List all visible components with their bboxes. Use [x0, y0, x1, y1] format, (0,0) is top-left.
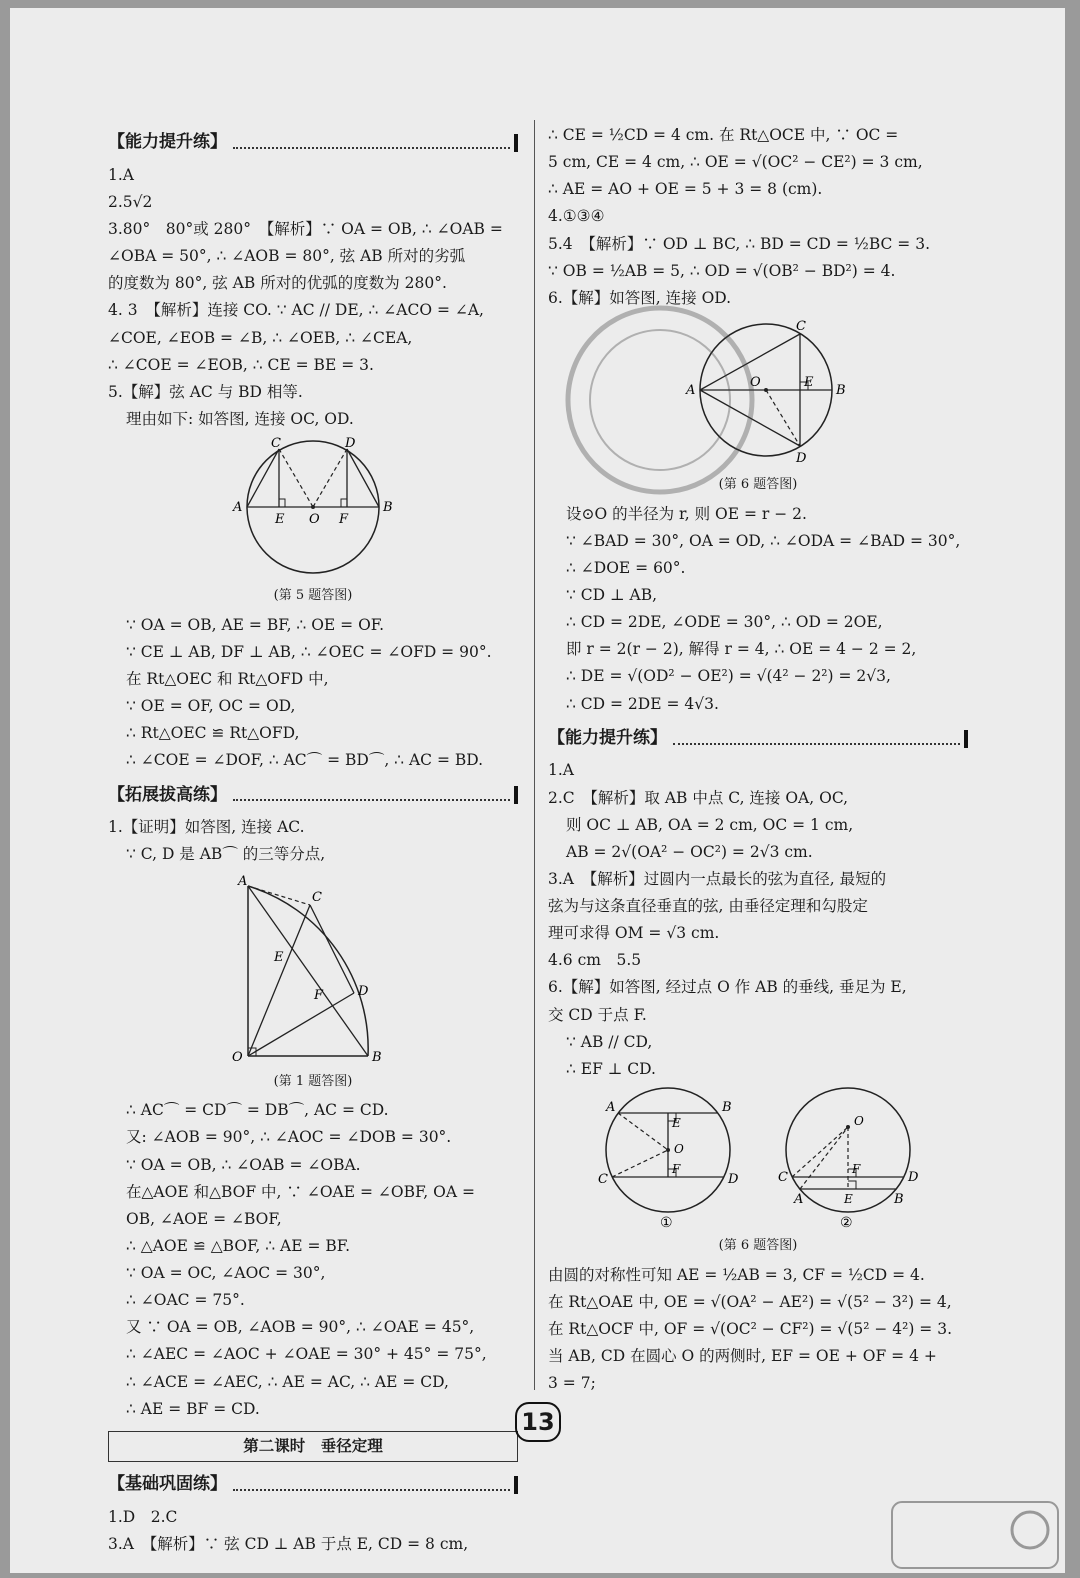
- svg-text:B: B: [836, 382, 846, 398]
- section-heading: 【能力提升练】: [108, 128, 518, 158]
- svg-text:E: E: [672, 1115, 681, 1130]
- section-heading: 【基础巩固练】: [108, 1470, 518, 1500]
- svg-text:C: C: [796, 318, 806, 334]
- answer-line: ∵ AB // CD,: [566, 1032, 653, 1051]
- figure-caption: (第 5 题答图): [273, 588, 353, 603]
- answer-line: ∴ DE = √(OD² − OE²) = √(4² − 2²) = 2√3,: [566, 667, 891, 686]
- answer-line: 由圆的对称性可知 AE = ½AB = 3, CF = ½CD = 4.: [548, 1265, 925, 1284]
- answer-line: ∴ ∠COE = ∠EOB, ∴ CE = BE = 3.: [108, 355, 374, 374]
- answer-line: ∴ ∠ACE = ∠AEC, ∴ AE = AC, ∴ AE = CD,: [126, 1372, 449, 1391]
- answer-line: ∵ C, D 是 AB⌒ 的三等分点,: [126, 845, 326, 864]
- answer-line: ∵ OE = OF, OC = OD,: [126, 697, 296, 716]
- figure-q6-two-cases: [568, 1085, 948, 1235]
- answer-line: 5.【解】弦 AC 与 BD 相等.: [108, 382, 303, 401]
- svg-text:O: O: [309, 512, 320, 527]
- figure-q1: [228, 871, 398, 1071]
- answer-line: ∵ OA = OC, ∠AOC = 30°,: [126, 1264, 326, 1282]
- svg-text:C: C: [598, 1171, 608, 1187]
- answer-line: 4. 3 【解析】连接 CO. ∵ AC // DE, ∴ ∠ACO = ∠A,: [108, 301, 484, 320]
- figure-caption: (第 6 题答图): [718, 1237, 798, 1253]
- svg-text:E: E: [274, 949, 284, 965]
- svg-text:D: D: [908, 1169, 919, 1185]
- answer-line: ∴ ∠AEC = ∠AOC + ∠OAE = 30° + 45° = 75°,: [126, 1345, 487, 1364]
- answer-line: 6.【解】如答图, 经过点 O 作 AB 的垂线, 垂足为 E,: [548, 978, 907, 997]
- answer-line: 的度数为 80°, 弦 AB 所对的优弧的度数为 280°.: [108, 274, 447, 293]
- answer-line: 1.D 2.C: [108, 1507, 178, 1526]
- svg-text:B: B: [722, 1099, 732, 1115]
- answer-line: 3.80° 80°或 280° 【解析】∵ OA = OB, ∴ ∠OAB =: [108, 220, 503, 238]
- answer-line: 4.6 cm 5.5: [548, 951, 642, 970]
- figure-caption: (第 6 题答图): [718, 476, 798, 492]
- answer-line: 2.5√2: [108, 192, 153, 211]
- answer-line: 则 OC ⊥ AB, OA = 2 cm, OC = 1 cm,: [566, 815, 854, 834]
- answer-line: 1.A: [108, 165, 134, 184]
- answer-line: 又 ∵ OA = OB, ∠AOB = 90°, ∴ ∠OAE = 45°,: [126, 1318, 475, 1337]
- answer-line: 弦为与这条直径垂直的弦, 由垂径定理和勾股定: [548, 897, 868, 915]
- svg-text:D: D: [345, 436, 356, 451]
- svg-text:B: B: [383, 500, 393, 515]
- answer-line: 3.A 【解析】∵ 弦 CD ⊥ AB 于点 E, CD = 8 cm,: [108, 1534, 469, 1553]
- answer-line: 交 CD 于点 F.: [548, 1005, 647, 1024]
- figure-q5: [213, 435, 413, 585]
- svg-text:C: C: [271, 436, 281, 451]
- answer-line: 理由如下: 如答图, 连接 OC, OD.: [126, 409, 354, 428]
- svg-text:D: D: [728, 1171, 739, 1187]
- answer-line: ∴ ∠OAC = 75°.: [126, 1291, 245, 1310]
- answer-line: 在 Rt△OEC 和 Rt△OFD 中,: [126, 670, 329, 688]
- answer-line: ∴ CD = 2DE, ∠ODE = 30°, ∴ OD = 2OE,: [566, 613, 883, 632]
- svg-text:O: O: [854, 1113, 864, 1128]
- answer-line: 6.【解】如答图, 连接 OD.: [548, 288, 732, 307]
- svg-text:F: F: [672, 1161, 681, 1176]
- svg-text:E: E: [844, 1191, 853, 1206]
- left-column: [108, 122, 518, 1558]
- answer-line: ∵ OA = OB, AE = BF, ∴ OE = OF.: [126, 615, 385, 634]
- page-number: 13: [515, 1402, 561, 1442]
- answer-line: 当 AB, CD 在圆心 O 的两侧时, EF = OE + OF = 4 +: [548, 1347, 937, 1365]
- svg-text:O: O: [232, 1049, 243, 1065]
- answer-line: ∠COE, ∠EOB = ∠B, ∴ ∠OEB, ∴ ∠CEA,: [108, 328, 413, 347]
- svg-text:O: O: [750, 374, 761, 390]
- answer-line: OB, ∠AOE = ∠BOF,: [126, 1209, 282, 1228]
- answer-line: 又: ∠AOB = 90°, ∴ ∠AOC = ∠DOB = 30°.: [126, 1128, 452, 1147]
- answer-line: ∠OBA = 50°, ∴ ∠AOB = 80°, 弦 AB 所对的劣弧: [108, 247, 466, 266]
- answer-line: ∴ ∠COE = ∠DOF, ∴ AC⌒ = BD⌒, ∴ AC = BD.: [126, 751, 484, 770]
- answer-line: 在 Rt△OCF 中, OF = √(OC² − CF²) = √(5² − 4²) = 3.: [548, 1319, 953, 1338]
- svg-text:E: E: [804, 374, 814, 390]
- svg-text:A: A: [233, 500, 243, 515]
- answer-line: 即 r = 2(r − 2), 解得 r = 4, ∴ OE = 4 − 2 = 2,: [566, 640, 917, 659]
- answer-line: ∴ AE = BF = CD.: [126, 1399, 260, 1418]
- answer-line: ∵ CD ⊥ AB,: [566, 586, 658, 604]
- column-divider: [534, 120, 535, 1390]
- answer-line: ∴ △AOE ≌ △BOF, ∴ AE = BF.: [126, 1236, 351, 1255]
- lesson-title: 第二课时 垂径定理: [108, 1431, 518, 1462]
- svg-text:①: ①: [660, 1214, 673, 1231]
- svg-text:E: E: [275, 512, 285, 527]
- svg-text:O: O: [674, 1141, 684, 1156]
- section-heading: 【能力提升练】: [548, 724, 968, 754]
- svg-text:D: D: [358, 983, 369, 999]
- answer-line: 4.①③④: [548, 207, 605, 226]
- svg-text:②: ②: [840, 1214, 853, 1231]
- answer-line: 3 = 7;: [548, 1374, 596, 1393]
- answer-line: ∵ ∠BAD = 30°, OA = OD, ∴ ∠ODA = ∠BAD = 30°,: [566, 531, 961, 550]
- figure-caption: (第 1 题答图): [273, 1073, 353, 1089]
- answer-line: ∴ CE = ½CD = 4 cm. 在 Rt△OCE 中, ∵ OC =: [548, 126, 899, 144]
- svg-text:C: C: [778, 1169, 788, 1185]
- svg-text:F: F: [314, 987, 324, 1003]
- answer-line: 在 Rt△OAE 中, OE = √(OA² − AE²) = √(5² − 3²) = 4,: [548, 1292, 952, 1311]
- answer-line: 1.【证明】如答图, 连接 AC.: [108, 818, 305, 837]
- svg-text:F: F: [339, 512, 349, 527]
- svg-text:C: C: [312, 889, 322, 905]
- svg-text:A: A: [686, 382, 696, 398]
- answer-line: ∵ OA = OB, ∴ ∠OAB = ∠OBA.: [126, 1155, 361, 1174]
- answer-line: 5 cm, CE = 4 cm, ∴ OE = √(OC² − CE²) = 3 cm,: [548, 153, 923, 172]
- answer-line: AB = 2√(OA² − OC²) = 2√3 cm.: [566, 842, 813, 861]
- answer-line: 设⊙O 的半径为 r, 则 OE = r − 2.: [566, 504, 807, 523]
- answer-line: ∴ Rt△OEC ≌ Rt△OFD,: [126, 724, 300, 743]
- svg-text:D: D: [796, 450, 807, 466]
- answer-line: ∴ AE = AO + OE = 5 + 3 = 8 (cm).: [548, 180, 823, 199]
- answer-line: 5.4 【解析】∵ OD ⊥ BC, ∴ BD = CD = ½BC = 3.: [548, 234, 930, 253]
- section-heading: 【拓展拔高练】: [108, 781, 518, 811]
- svg-text:A: A: [794, 1191, 804, 1207]
- answer-line: ∴ ∠DOE = 60°.: [566, 558, 686, 577]
- answer-line: 在△AOE 和△BOF 中, ∵ ∠OAE = ∠OBF, OA =: [126, 1182, 475, 1201]
- svg-text:B: B: [894, 1191, 904, 1207]
- answer-line: 1.A: [548, 761, 574, 780]
- answer-line: 2.C 【解析】取 AB 中点 C, 连接 OA, OC,: [548, 788, 849, 807]
- svg-text:A: A: [238, 873, 248, 889]
- answer-line: ∴ CD = 2DE = 4√3.: [566, 694, 719, 713]
- svg-text:F: F: [852, 1161, 861, 1176]
- corner-watermark-logo: [890, 1500, 1060, 1570]
- answer-line: ∵ CE ⊥ AB, DF ⊥ AB, ∴ ∠OEC = ∠OFD = 90°.: [126, 642, 492, 661]
- answer-line: ∴ EF ⊥ CD.: [566, 1059, 656, 1078]
- svg-text:B: B: [372, 1049, 382, 1065]
- answer-line: 理可求得 OM = √3 cm.: [548, 924, 720, 943]
- answer-line: ∵ OB = ½AB = 5, ∴ OD = √(OB² − BD²) = 4.: [548, 261, 896, 280]
- answer-line: 3.A 【解析】过圆内一点最长的弦为直径, 最短的: [548, 869, 887, 888]
- answer-line: ∴ AC⌒ = CD⌒ = DB⌒, AC = CD.: [126, 1101, 389, 1120]
- svg-text:A: A: [606, 1099, 616, 1115]
